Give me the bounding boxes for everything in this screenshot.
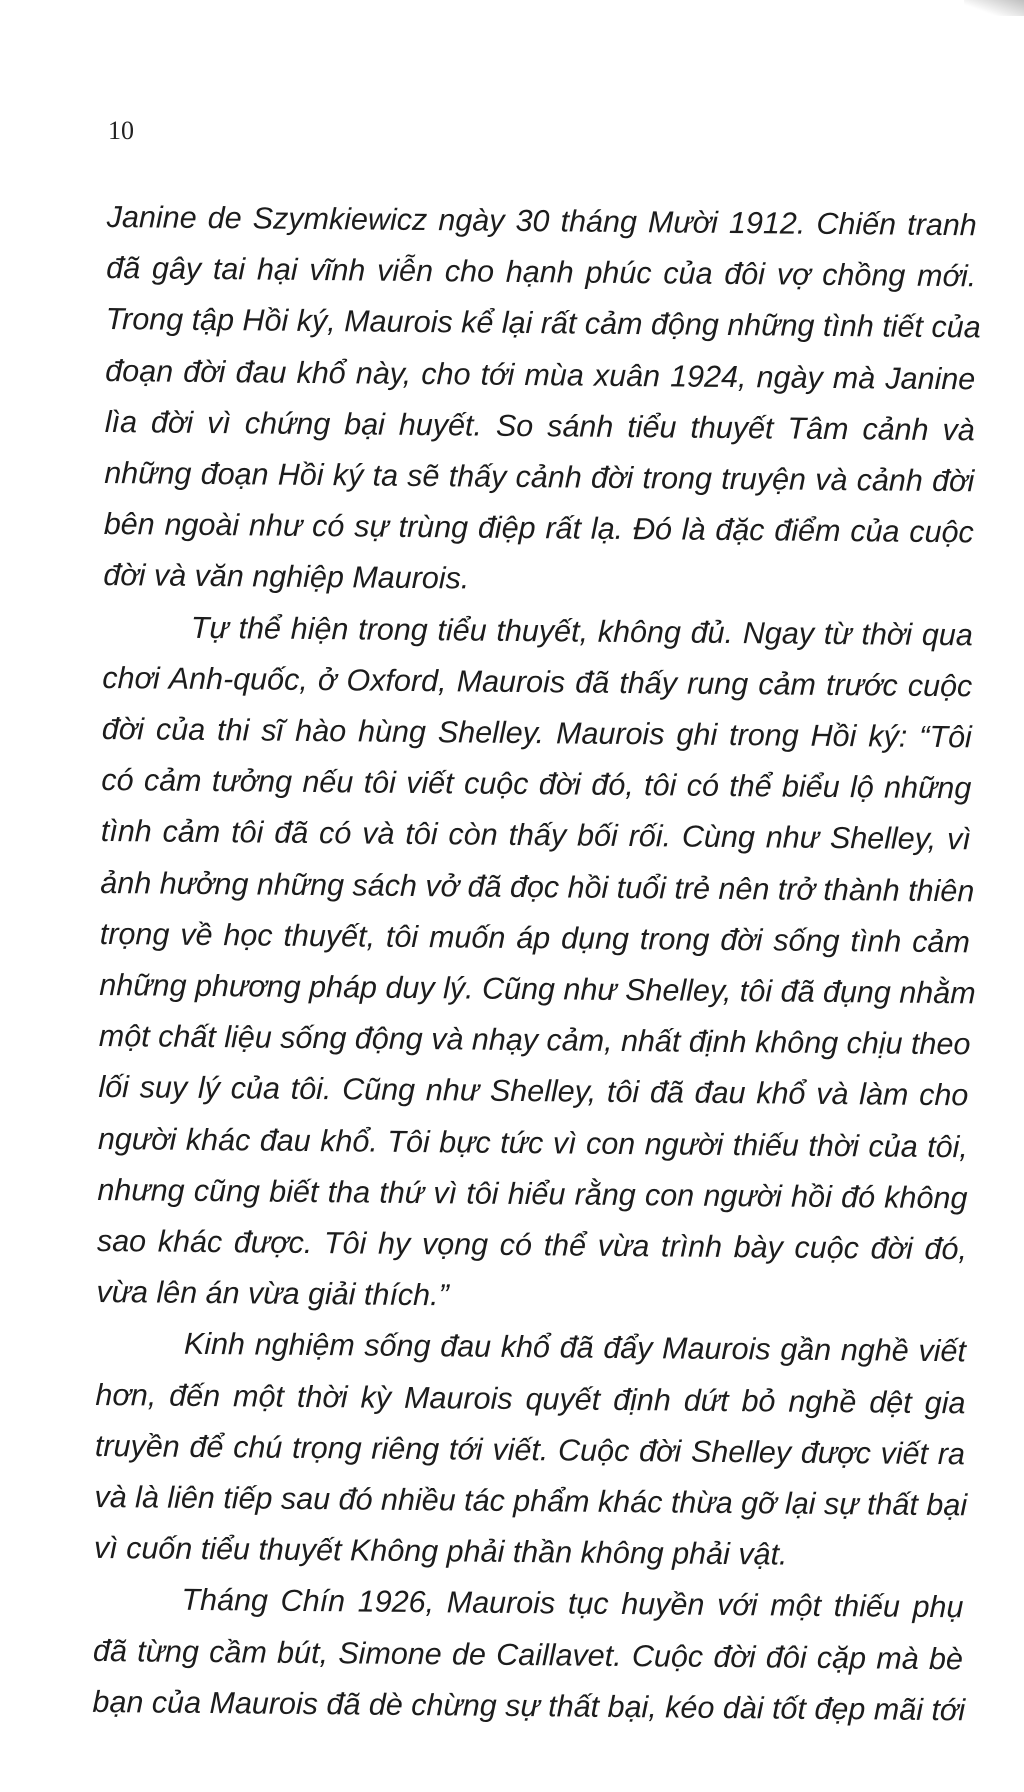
text-line: sao khác được. Tôi hy vọng có thể vừa trình bày cuộc đời đó,	[96, 1224, 968, 1267]
paragraph	[92, 1574, 966, 1736]
text-line: người khác đau khổ. Tôi bực tức vì con người thiếu thời của tôi,	[97, 1121, 969, 1164]
text-line: những phương pháp duy lý. Cũng như Shelley, tôi đã đụng nhằm	[99, 968, 976, 1011]
text-line: trọng về học thuyết, tôi muốn áp dụng trong đời sống tình cảm	[99, 916, 971, 960]
text-line: có cảm tưởng nếu tôi viết cuộc đời đó, tôi có thể biểu lộ những	[101, 763, 972, 806]
page-corner-shadow	[964, 0, 1024, 16]
text-line: lối suy lý của tôi. Cũng như Shelley, tôi đã đau khổ và làm cho	[98, 1070, 969, 1113]
text-line: đời và văn nghiệp Maurois.	[103, 558, 470, 596]
text-line: Tự thể hiện trong tiểu thuyết, không đủ. Ngay từ thời qua	[190, 610, 973, 652]
text-line: đã từng cầm bút, Simone de Caillavet. Cuộc đời đôi cặp mà bè	[92, 1633, 964, 1676]
text-line: Tháng Chín 1926, Maurois tục huyền với một thiếu phụ	[181, 1583, 964, 1625]
text-line: hơn, đến một thời kỳ Maurois quyết định dứt bỏ nghề dệt gia	[95, 1377, 966, 1420]
paragraph	[94, 1318, 966, 1582]
text-line: chơi Anh-quốc, ở Oxford, Maurois đã thấy rung cảm trước cuộc	[102, 660, 973, 704]
page-body	[92, 192, 981, 1736]
text-line: Kinh nghiệm sống đau khổ đã đẩy Maurois gần nghề viết	[183, 1327, 967, 1369]
text-line: một chất liệu sống động và nhạy cảm, nhất định không chịu theo	[98, 1019, 971, 1062]
text-line: lìa đời vì chứng bại huyết. So sánh tiểu thuyết Tâm cảnh và	[104, 404, 975, 448]
page-number: 10	[108, 116, 134, 145]
text-line: truyền để chú trọng riêng tới viết. Cuộc đời Shelley được viết ra	[94, 1428, 966, 1472]
text-line: đoạn đời đau khổ này, cho tới mùa xuân 1924, ngày mà Janine	[105, 353, 976, 396]
text-line: đời của thi sĩ hào hùng Shelley. Maurois ghi trong Hồi ký: “Tôi	[101, 712, 972, 755]
text-line: tình cảm tôi đã có và tôi còn thấy bối rối. Cùng như Shelley, vì	[100, 814, 971, 857]
text-line: bạn của Maurois đã dè chừng sự thất bại, kéo dài tốt đẹp mãi tới	[92, 1684, 966, 1728]
text-line: Janine de Szymkiewicz ngày 30 tháng Mười 1912. Chiến tranh	[106, 199, 977, 243]
text-line: ảnh hưởng những sách vở đã đọc hồi tuổi trẻ nên trở thành thiên	[100, 865, 975, 908]
text-line: vì cuốn tiểu thuyết Không phải thần không phải vật.	[93, 1531, 788, 1572]
paragraph	[103, 192, 981, 610]
text-line: Trong tập Hồi ký, Maurois kể lại rất cảm động những tình tiết của	[105, 302, 981, 345]
paragraph	[96, 602, 976, 1327]
text-line: vừa lên án vừa giải thích.”	[96, 1275, 449, 1313]
text-line: đã gây tai hại vĩnh viễn cho hạnh phúc của đôi vợ chồng mới.	[106, 251, 977, 294]
text-line: những đoạn Hồi ký ta sẽ thấy cảnh đời trong truyện và cảnh đời	[104, 456, 975, 499]
text-line: và là liên tiếp sau đó nhiều tác phẩm khác thừa gỡ lại sự thất bại	[94, 1480, 968, 1523]
text-line: bên ngoài như có sự trùng điệp rất lạ. Đó là đặc điểm của cuộc	[103, 507, 974, 550]
text-line: nhưng cũng biết tha thứ vì tôi hiểu rằng con người hồi đó không	[97, 1172, 968, 1216]
